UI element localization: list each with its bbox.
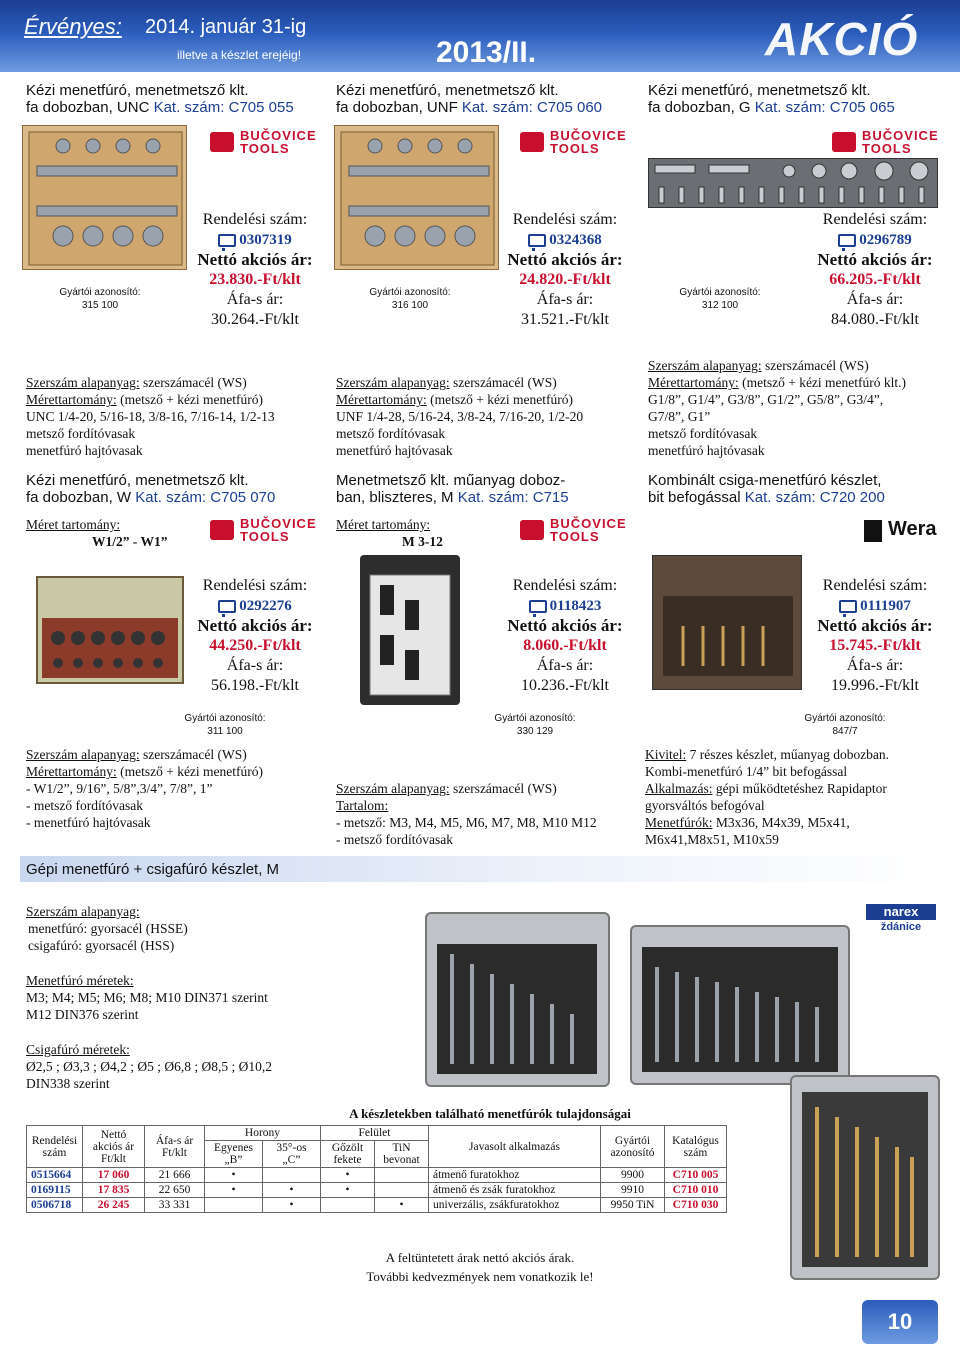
- order-code: 0307319: [239, 232, 292, 248]
- price-block: Rendelési szám: 0111907 Nettó akciós ár: 15.745.-Ft/klt Áfa-s ár: 19.996.-Ft/klt: [805, 576, 945, 696]
- product-description: Szerszám alapanyag: szerszámacél (WS) Mérettartomány: (metsző + kézi menetfúró) UNC 1/4-20, 5/16-18, 3/8-16, 7/16-14, 1/2-13 metsző fordítóvasak menetfúró hajtóvasak: [26, 375, 275, 458]
- col-header: Nettó akciós ár Ft/klt: [83, 1126, 145, 1168]
- net-price: 15.745.-Ft/klt: [829, 637, 921, 654]
- net-price: 8.060.-Ft/klt: [523, 637, 607, 654]
- col-header: Egyenes „B”: [205, 1141, 263, 1168]
- col-header: Javasolt alkalmazás: [429, 1126, 601, 1168]
- product-image: [425, 912, 610, 1087]
- col-header: Áfa-s ár Ft/klt: [145, 1126, 205, 1168]
- properties-table: [26, 1125, 727, 1213]
- table-row: 0515664 17 060 21 666 • • átmenő furatokhoz 9900 C710 005: [27, 1168, 727, 1183]
- net-price: 44.250.-Ft/klt: [209, 637, 301, 654]
- order-code: 0111907: [860, 598, 911, 614]
- net-price: 24.820.-Ft/klt: [519, 271, 611, 288]
- product-image: [790, 1075, 940, 1280]
- gross-price: 84.080.-Ft/klt: [830, 311, 919, 328]
- bucovice-logo: BUČOVICE TOOLS: [210, 516, 318, 542]
- price-block: Rendelési szám: 0307319 Nettó akciós ár: 23.830.-Ft/klt Áfa-s ár: 30.264.-Ft/klt: [185, 210, 325, 330]
- product-title: Kézi menetfúró, menetmetsző klt. fa dobozban, G Kat. szám: C705 065: [648, 82, 895, 116]
- product-title: Kombinált csiga-menetfúró készlet, bit befogással Kat. szám: C720 200: [648, 472, 885, 506]
- manufacturer-id: Gyártói azonosító: 315 100: [59, 287, 141, 311]
- cart-icon: [839, 600, 857, 613]
- net-price: 23.830.-Ft/klt: [209, 271, 301, 288]
- table-caption: A készletekben található menetfúrók tulajdonságai: [349, 1106, 631, 1121]
- gepi-description: Szerszám alapanyag: menetfúró: gyorsacél (HSSE) csigafúró: gyorsacél (HSS) Menetfúró méretek: M3; M4; M5; M6; M8; M10 DIN371 szerint M12 DIN376 szerint Csigafúró méretek: Ø2,5 ; Ø3,3 ; Ø4,2 ; Ø5 ; Ø6,8 ; Ø8,5 ; Ø10,2 DIN338 szerint: [26, 904, 272, 1091]
- col-header: 35°-os „C”: [263, 1141, 321, 1168]
- manufacturer-id: Gyártói azonosító: 847/7: [804, 713, 886, 737]
- table-row: 0169115 17 835 22 650 • • • átmenő és zsák furatokhoz 9910 C710 010: [27, 1183, 727, 1198]
- cart-icon: [218, 234, 236, 247]
- product-description: Szerszám alapanyag: szerszámacél (WS) Mérettartomány: (metsző + kézi menetfúró) - W1/2”, 9/16”, 5/8”,3/4”, 7/8”, 1” - metsző fordítóvasak - menetfúró hajtóvasak: [26, 747, 264, 830]
- col-header: Rendelési szám: [27, 1126, 83, 1168]
- akcio-title: AKCIÓ: [765, 13, 919, 65]
- order-code: 0292276: [239, 598, 292, 614]
- product-description: Kivitel: 7 részes készlet, műanyag dobozban. Kombi-menetfúró 1/4” bit befogással Alkalmazás: gépi működtetéshez Rapidaptor gyorsváltós befogóval Menetfúrók: M3x36, M4x39, M5x41, M6x41,M8x51, M10x59: [645, 747, 890, 847]
- price-block: Rendelési szám: 0296789 Nettó akciós ár: 66.205.-Ft/klt Áfa-s ár: 84.080.-Ft/klt: [805, 210, 945, 330]
- cart-icon: [529, 600, 547, 613]
- order-code: 0324368: [549, 232, 602, 248]
- valid-date: 2014. január 31-ig: [145, 16, 307, 38]
- product-title: Kézi menetfúró, menetmetsző klt. fa dobozban, UNF Kat. szám: C705 060: [336, 82, 603, 116]
- product-image: [36, 576, 184, 684]
- cart-icon: [218, 600, 236, 613]
- product-title: Kézi menetfúró, menetmetsző klt. fa dobozban, UNC Kat. szám: C705 055: [26, 82, 294, 116]
- order-code: 0296789: [859, 232, 912, 248]
- manufacturer-id: Gyártói azonosító: 330 129: [494, 713, 576, 737]
- valid-note: illetve a készlet erejéig!: [177, 48, 302, 62]
- gross-price: 19.996.-Ft/klt: [830, 677, 919, 694]
- manufacturer-id: Gyártói azonosító: 316 100: [369, 287, 451, 311]
- section-title: Gépi menetfúró + csigafúró készlet, M: [26, 861, 280, 878]
- page-number: 10: [862, 1300, 938, 1344]
- narex-logo: narex ždánice: [866, 904, 938, 934]
- col-header: Gyártói azonosító: [601, 1126, 665, 1168]
- gross-price: 31.521.-Ft/klt: [520, 311, 609, 328]
- product-image: [648, 158, 938, 208]
- col-header: Katalógus szám: [665, 1126, 727, 1168]
- price-block: Rendelési szám: 0118423 Nettó akciós ár: 8.060.-Ft/klt Áfa-s ár: 10.236.-Ft/klt: [495, 576, 635, 696]
- footer-note: A feltüntetett árak nettó akciós árak. További kedvezmények nem vonatkozik le!: [366, 1250, 594, 1284]
- cart-icon: [838, 234, 856, 247]
- col-header: Horony: [205, 1126, 321, 1141]
- order-code: 0118423: [549, 598, 602, 614]
- manufacturer-id: Gyártói azonosító: 312 100: [679, 287, 761, 311]
- product-image: [360, 555, 460, 705]
- valid-label: Érvényes:: [24, 14, 122, 39]
- product-image: [22, 125, 187, 270]
- price-block: Rendelési szám: 0324368 Nettó akciós ár: 24.820.-Ft/klt Áfa-s ár: 31.521.-Ft/klt: [495, 210, 635, 330]
- size-range: Méret tartomány: M 3-12: [336, 517, 443, 549]
- col-header: TiN bevonat: [375, 1141, 429, 1168]
- product-title: Menetmetsző klt. műanyag doboz- ban, bliszteres, M Kat. szám: C715: [336, 472, 569, 506]
- wera-logo: Wera: [864, 518, 940, 544]
- product-description: Szerszám alapanyag: szerszámacél (WS) Tartalom: - metsző: M3, M4, M5, M6, M7, M8, M10 M12 - metsző fordítóvasak: [336, 781, 597, 847]
- bucovice-logo: BUČOVICE TOOLS: [520, 128, 628, 154]
- product-description: Szerszám alapanyag: szerszámacél (WS) Mérettartomány: (metsző + kézi menetfúró klt.) G1/8”, G1/4”, G3/8”, G1/2”, G5/8”, G3/4”, G7/8”, G1” metsző fordítóvasak menetfúró hajtóvasak: [648, 358, 907, 458]
- issue-number: 2013/II.: [436, 36, 537, 69]
- bucovice-logo: BUČOVICE TOOLS: [832, 128, 940, 154]
- product-image: [334, 125, 499, 270]
- gross-price: 30.264.-Ft/klt: [210, 311, 299, 328]
- manufacturer-id: Gyártói azonosító: 311 100: [184, 713, 266, 737]
- size-range: Méret tartomány: W1/2” - W1”: [26, 517, 168, 549]
- price-block: Rendelési szám: 0292276 Nettó akciós ár: 44.250.-Ft/klt Áfa-s ár: 56.198.-Ft/klt: [185, 576, 325, 696]
- net-price: 66.205.-Ft/klt: [829, 271, 921, 288]
- bucovice-logo: BUČOVICE TOOLS: [520, 516, 628, 542]
- gross-price: 56.198.-Ft/klt: [210, 677, 299, 694]
- col-header: Gőzölt fekete: [321, 1141, 375, 1168]
- product-image: [630, 925, 850, 1085]
- col-header: Felület: [321, 1126, 429, 1141]
- product-description: Szerszám alapanyag: szerszámacél (WS) Mérettartomány: (metsző + kézi menetfúró) UNF 1/4-28, 5/16-24, 3/8-24, 7/16-20, 1/2-20 metsző fordítóvasak menetfúró hajtóvasak: [336, 375, 584, 458]
- bucovice-logo: BUČOVICE TOOLS: [210, 128, 318, 154]
- product-title: Kézi menetfúró, menetmetsző klt. fa dobozban, W Kat. szám: C705 070: [26, 472, 276, 506]
- table-row: 0506718 26 245 33 331 • • univerzális, zsákfuratokhoz 9950 TiN C710 030: [27, 1198, 727, 1213]
- cart-icon: [528, 234, 546, 247]
- product-image: [652, 555, 802, 690]
- gross-price: 10.236.-Ft/klt: [520, 677, 609, 694]
